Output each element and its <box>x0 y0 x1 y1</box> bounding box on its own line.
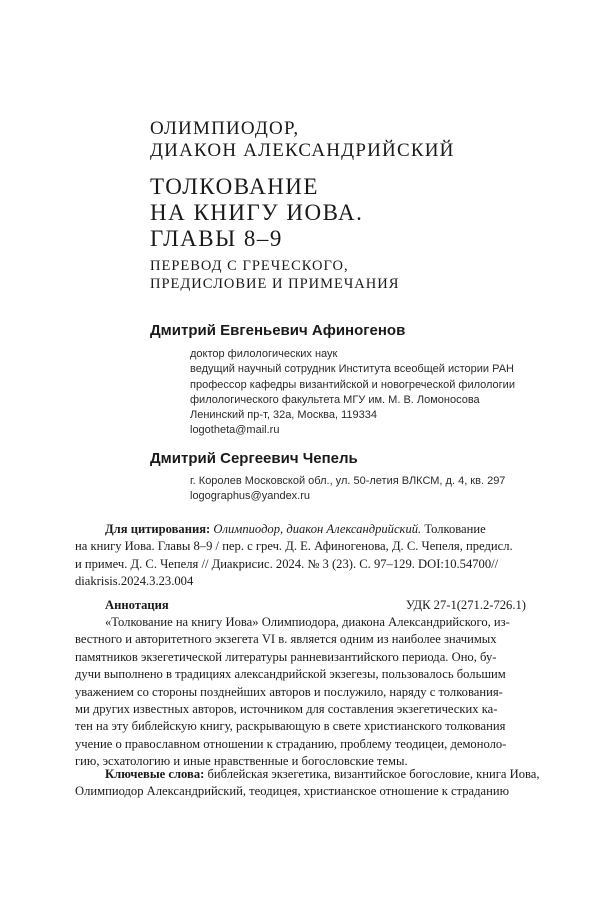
abstract-line: вестного и авторитетного экзегета VI в. является одним из наиболее значимых <box>75 632 497 647</box>
work-title-line: ТОЛКОВАНИЕ <box>150 174 319 199</box>
work-title-line: НА КНИГУ ИОВА. <box>150 200 364 225</box>
abstract-line: тен на эту библейскую книгу, раскрывающую в свете христианского толкования <box>75 719 506 734</box>
keywords-label: Ключевые слова: <box>105 767 205 781</box>
author-heading-line: ОЛИМПИОДОР, <box>150 118 300 139</box>
affiliation-line: профессор кафедры византийской и новогреческой филологии <box>190 378 515 391</box>
author-name: Дмитрий Евгеньевич Афиногенов <box>150 322 406 339</box>
author-email[interactable]: logographus@yandex.ru <box>190 490 311 503</box>
abstract-line: дучи выполнено в традициях александрийской экзегезы, пользовалось большим <box>75 667 506 682</box>
author-affiliation <box>190 474 505 505</box>
abstract-line: уважением со стороны позднейших авторов и послужило, наряду с толкования- <box>75 684 503 699</box>
abstract-block <box>75 597 526 771</box>
abstract-line: ми других известных авторов, источником для составления экзегетических ка- <box>75 702 498 717</box>
citation-author: Олимпиодор, диакон Александрийский. <box>213 522 422 536</box>
work-title-line: ГЛАВЫ 8–9 <box>150 226 283 251</box>
keywords-line: Олимпиодор Александрийский, теодицея, христианское отношение к страданию <box>75 784 509 799</box>
author-heading-line: ДИАКОН АЛЕКСАНДРИЙСКИЙ <box>150 140 455 161</box>
work-subtitle-line: ПЕРЕВОД С ГРЕЧЕСКОГО, <box>150 258 349 274</box>
abstract-line: «Толкование на книгу Иова» Олимпиодора, диакона Александрийского, из- <box>105 615 510 629</box>
affiliation-line: Ленинский пр-т, 32а, Москва, 119334 <box>190 409 377 422</box>
citation-label: Для цитирования: <box>105 522 211 536</box>
affiliation-line: филологического факультета МГУ им. М. В. Ломоносова <box>190 393 480 406</box>
author-affiliation <box>190 347 515 439</box>
author-name: Дмитрий Сергеевич Чепель <box>150 450 358 467</box>
abstract-line: памятников экзегетической литературы ранневизантийского периода. Оно, бу- <box>75 649 497 664</box>
udk-code: УДК 27-1(271.2-726.1) <box>405 598 526 612</box>
author-heading <box>150 118 455 162</box>
affiliation-line: доктор филологических наук <box>190 348 338 360</box>
work-title <box>150 174 363 252</box>
work-subtitle <box>150 257 399 293</box>
citation-doi: diakrisis.2024.3.23.004 <box>75 573 194 588</box>
work-subtitle-line: ПРЕДИСЛОВИЕ И ПРИМЕЧАНИЯ <box>150 276 400 292</box>
abstract-line: учение о православном отношении к страданию, проблему теодицеи, демоноло- <box>75 736 507 751</box>
abstract-label: Аннотация <box>105 598 169 612</box>
keywords-block <box>75 766 540 801</box>
citation-text: Толкование <box>424 522 486 536</box>
affiliation-line: ведущий научный сотрудник Института всеобщей истории РАН <box>190 363 515 376</box>
affiliation-line: г. Королев Московской обл., ул. 50-летия ВЛКСМ, д. 4, кв. 297 <box>190 475 506 487</box>
abstract-line: гию, эсхатологию и иные нравственные и богословские темы. <box>75 754 408 769</box>
author-email[interactable]: logotheta@mail.ru <box>190 424 280 437</box>
keywords-text: библейская экзегетика, византийское богословие, книга Иова, <box>207 767 540 781</box>
citation-block <box>75 521 526 590</box>
citation-line: на книгу Иова. Главы 8–9 / пер. с греч. Д. Е. Афиногенова, Д. С. Чепеля, предисл. <box>75 539 513 554</box>
citation-line: и примеч. Д. С. Чепеля // Диакрисис. 2024. № 3 (23). С. 97–129. DOI:10.54700// <box>75 556 499 571</box>
